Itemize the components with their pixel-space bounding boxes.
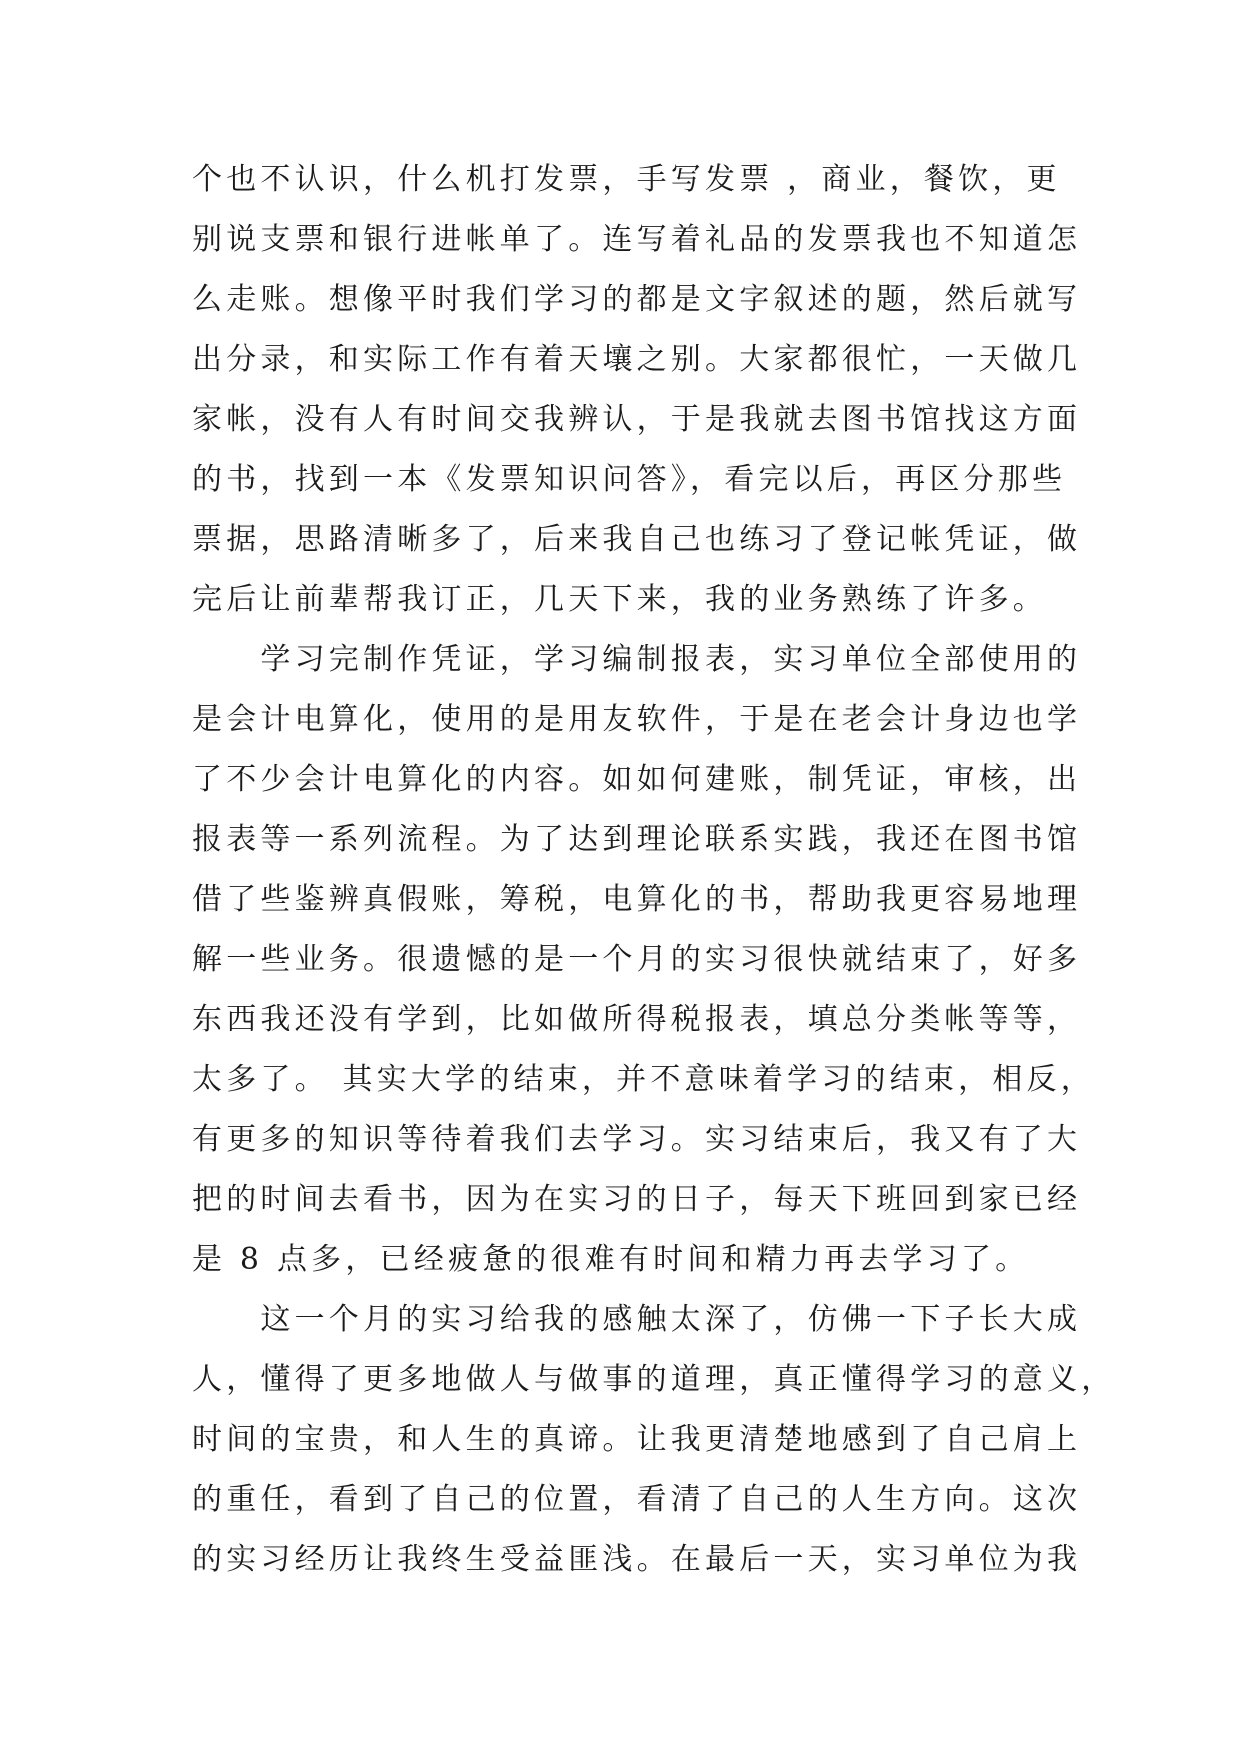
text-line: 时间的宝贵，和人生的真谛。让我更清楚地感到了自己肩上: [192, 1422, 1082, 1457]
text-line: 出分录，和实际工作有着天壤之别。大家都很忙，一天做几: [192, 342, 1082, 377]
text-line: 的重任，看到了自己的位置，看清了自己的人生方向。这次: [192, 1482, 1082, 1517]
text-line: 票据，思路清晰多了，后来我自己也练习了登记帐凭证，做: [192, 522, 1082, 557]
text-line: 人，懂得了更多地做人与做事的道理，真正懂得学习的意义，: [192, 1362, 1116, 1397]
text-line: 是会计电算化，使用的是用友软件，于是在老会计身边也学: [192, 702, 1082, 737]
text-line: 的实习经历让我终生受益匪浅。在最后一天，实习单位为我: [192, 1542, 1082, 1577]
text-line: 完后让前辈帮我订正，几天下来，我的业务熟练了许多。: [192, 582, 1047, 617]
text-line: 借了些鉴辨真假账，筹税，电算化的书，帮助我更容易地理: [192, 882, 1082, 917]
text-line: 么走账。想像平时我们学习的都是文字叙述的题，然后就写: [192, 282, 1082, 317]
text-line: 家帐，没有人有时间交我辨认，于是我就去图书馆找这方面: [192, 402, 1082, 437]
text-line: 别说支票和银行进帐单了。连写着礼品的发票我也不知道怎: [192, 222, 1082, 257]
text-line: 东西我还没有学到，比如做所得税报表，填总分类帐等等，: [192, 1002, 1082, 1037]
text-line: 是 8 点多，已经疲惫的很难有时间和精力再去学习了。: [192, 1242, 1030, 1277]
text-line: 太多了。 其实大学的结束，并不意味着学习的结束，相反，: [192, 1062, 1095, 1097]
text-line: 把的时间去看书，因为在实习的日子，每天下班回到家已经: [192, 1182, 1082, 1217]
text-line: 解一些业务。很遗憾的是一个月的实习很快就结束了，好多: [192, 942, 1082, 977]
text-line: 学习完制作凭证，学习编制报表，实习单位全部使用的: [192, 642, 1082, 677]
text-line: 有更多的知识等待着我们去学习。实习结束后，我又有了大: [192, 1122, 1082, 1157]
text-line: 这一个月的实习给我的感触太深了，仿佛一下子长大成: [192, 1302, 1082, 1337]
text-line: 的书，找到一本《发票知识问答》，看完以后，再区分那些: [192, 462, 1067, 497]
text-line: 了不少会计电算化的内容。如如何建账，制凭证，审核，出: [192, 762, 1082, 797]
text-line: 个也不认识，什么机打发票，手写发票 ，商业，餐饮，更: [192, 162, 1061, 197]
text-line: 报表等一系列流程。为了达到理论联系实践，我还在图书馆: [192, 822, 1082, 857]
body-text: [192, 150, 1116, 1590]
